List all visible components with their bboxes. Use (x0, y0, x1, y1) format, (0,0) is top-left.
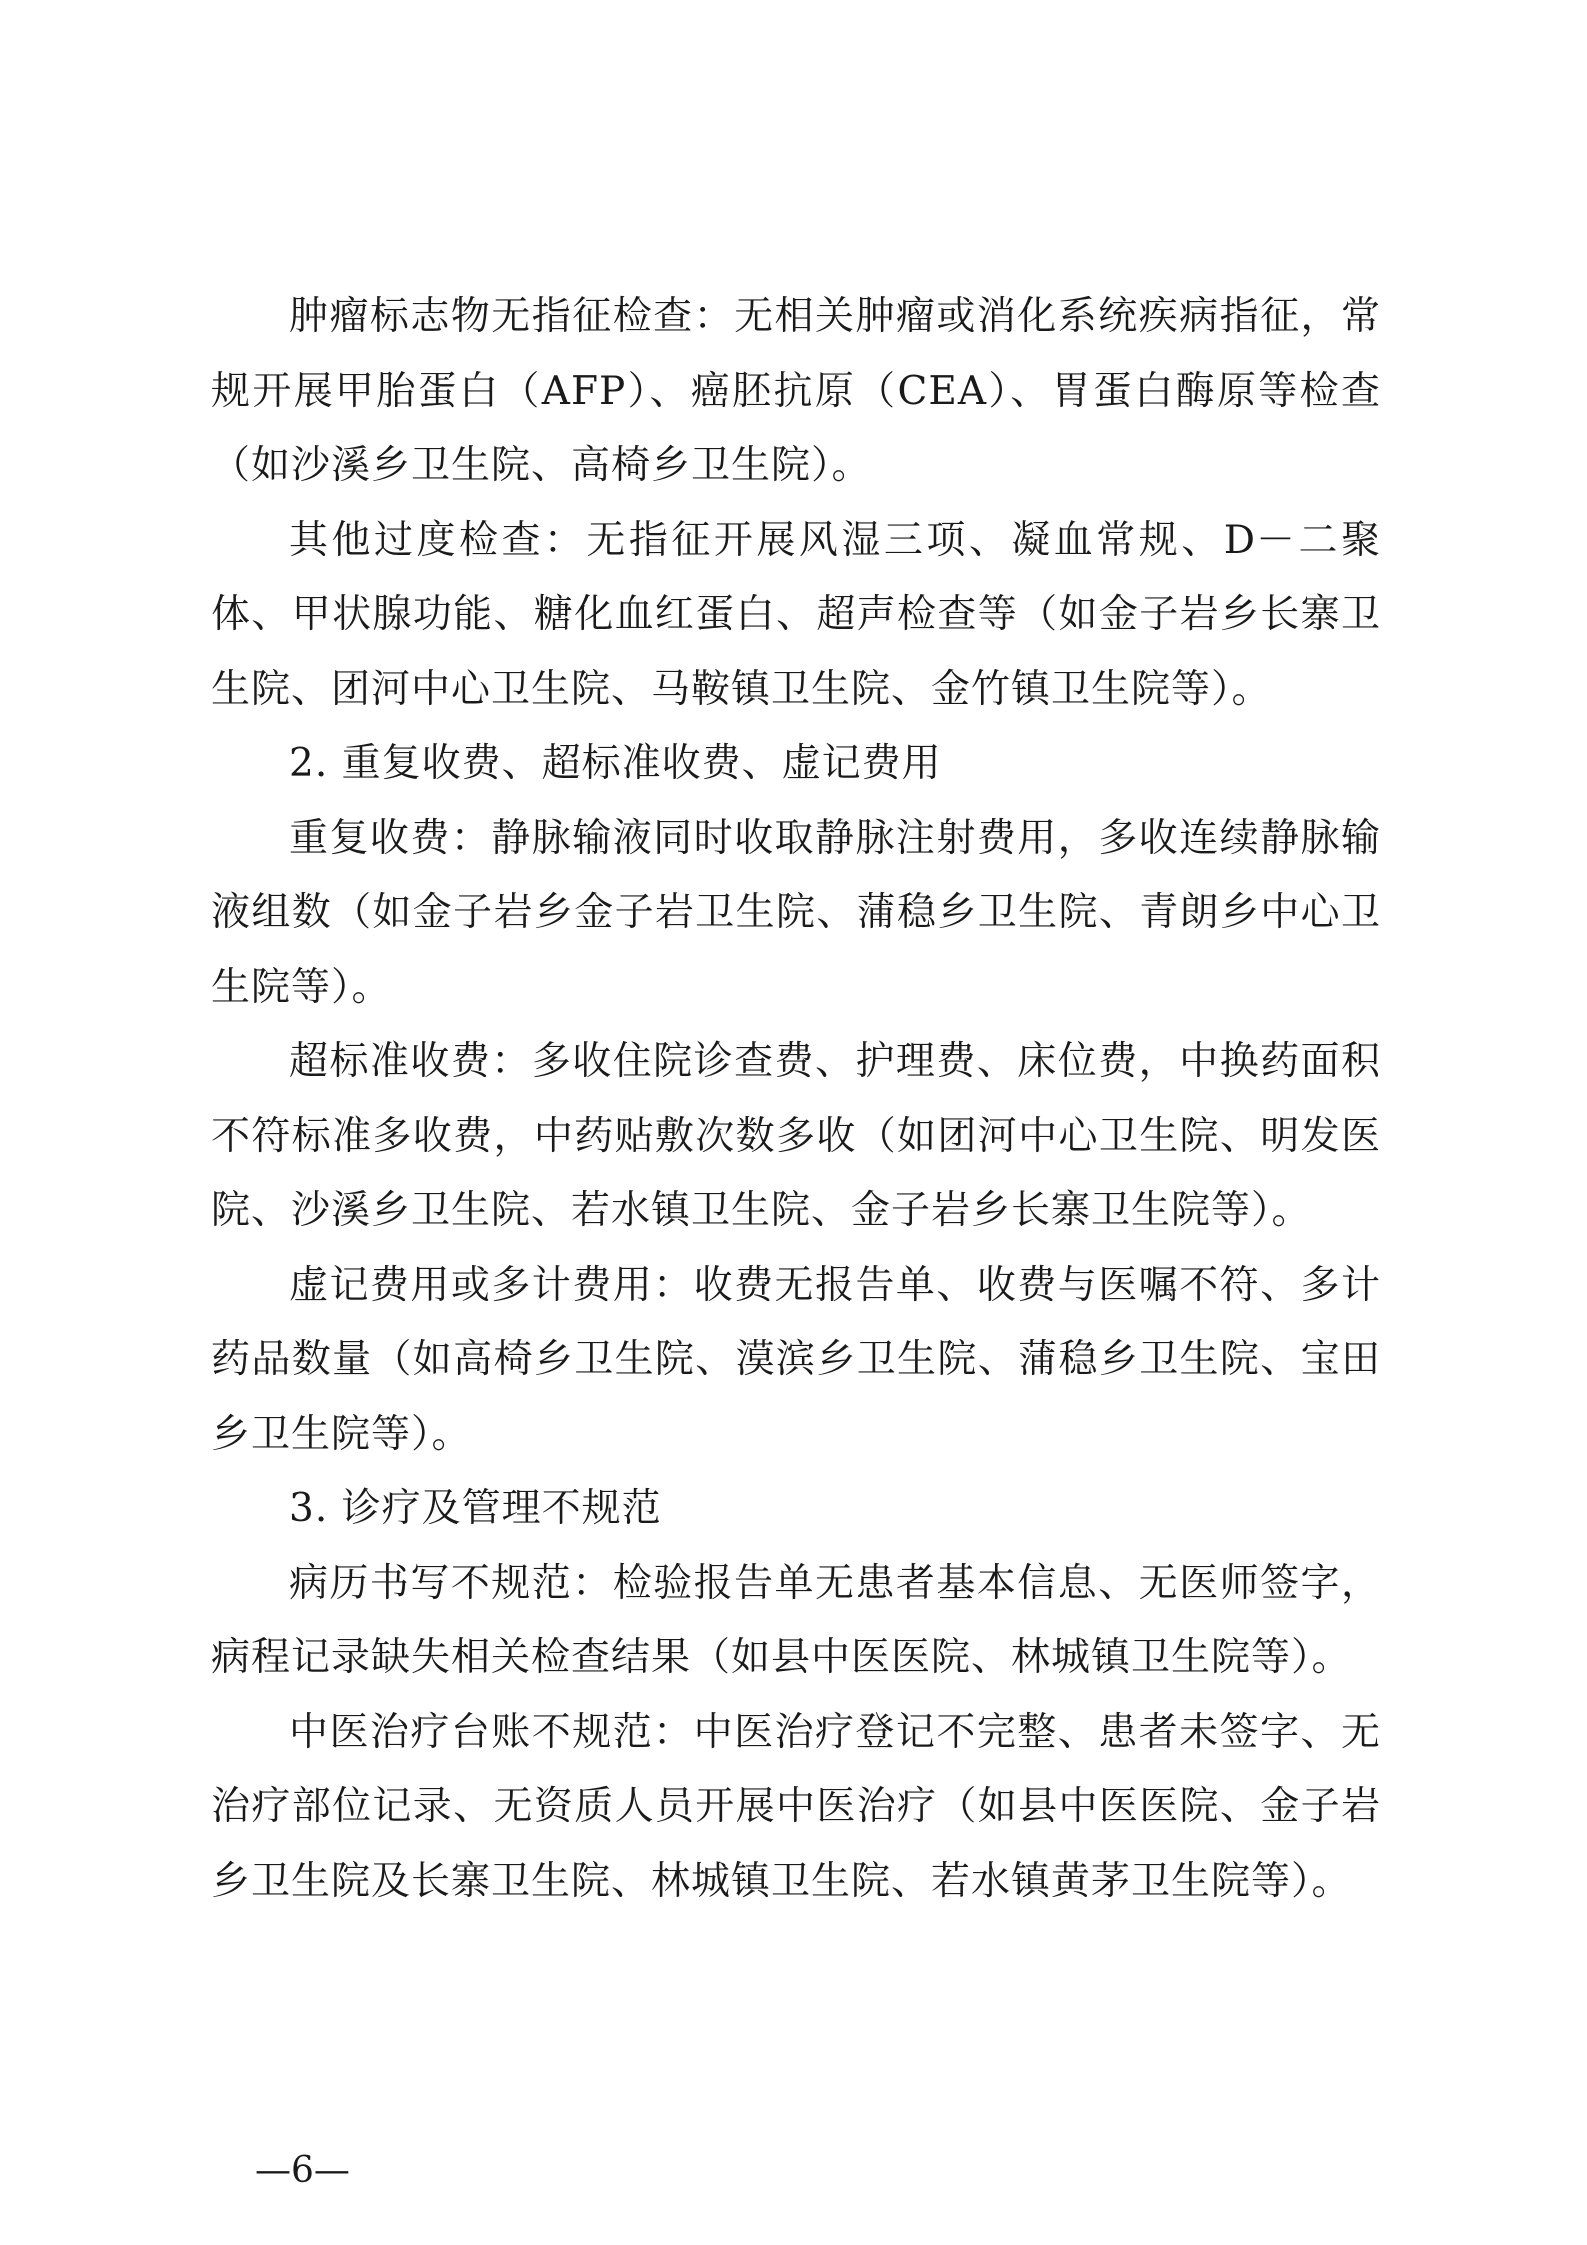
section-heading-3: 3. 诊疗及管理不规范 (289, 1486, 662, 1531)
paragraph-tumor-markers: 肿瘤标志物无指征检查：无相关肿瘤或消化系统疾病指征，常规开展甲胎蛋白（AFP）、癌胚抗原（CEA）、胃蛋白酶原等检查（如沙溪乡卫生院、高椅乡卫生院）。 (211, 294, 1381, 488)
paragraph-medical-record: 病历书写不规范：检验报告单无患者基本信息、无医师签字，病程记录缺失相关检查结果（如县中医医院、林城镇卫生院等）。 (211, 1560, 1381, 1680)
paragraph-false-charge: 虚记费用或多计费用：收费无报告单、收费与医嘱不符、多计药品数量（如高椅乡卫生院、漠滨乡卫生院、蒲稳乡卫生院、宝田乡卫生院等）。 (211, 1262, 1381, 1457)
page-number: —6— (255, 2150, 350, 2191)
paragraph-other-excess-checks: 其他过度检查：无指征开展风湿三项、凝血常规、D－二聚体、甲状腺功能、糖化血红蛋白、超声检查等（如金子岩乡长寨卫生院、团河中心卫生院、马鞍镇卫生院、金竹镇卫生院等）。 (211, 517, 1381, 712)
paragraph-tcm-ledger: 中医治疗台账不规范：中医治疗登记不完整、患者未签字、无治疗部位记录、无资质人员开展中医治疗（如县中医医院、金子岩乡卫生院及长寨卫生院、林城镇卫生院、若水镇黄茅卫生院等）。 (211, 1709, 1381, 1904)
paragraph-over-standard-charge: 超标准收费：多收住院诊查费、护理费、床位费，中换药面积不符标准多收费，中药贴敷次数多收（如团河中心卫生院、明发医院、沙溪乡卫生院、若水镇卫生院、金子岩乡长寨卫生院等）。 (211, 1039, 1381, 1233)
paragraph-duplicate-charge: 重复收费：静脉输液同时收取静脉注射费用，多收连续静脉输液组数（如金子岩乡金子岩卫生院、蒲稳乡卫生院、青朗乡中心卫生院等）。 (211, 815, 1381, 1010)
document-body (211, 280, 1381, 1919)
section-heading-2: 2. 重复收费、超标准收费、虚记费用 (289, 741, 942, 786)
